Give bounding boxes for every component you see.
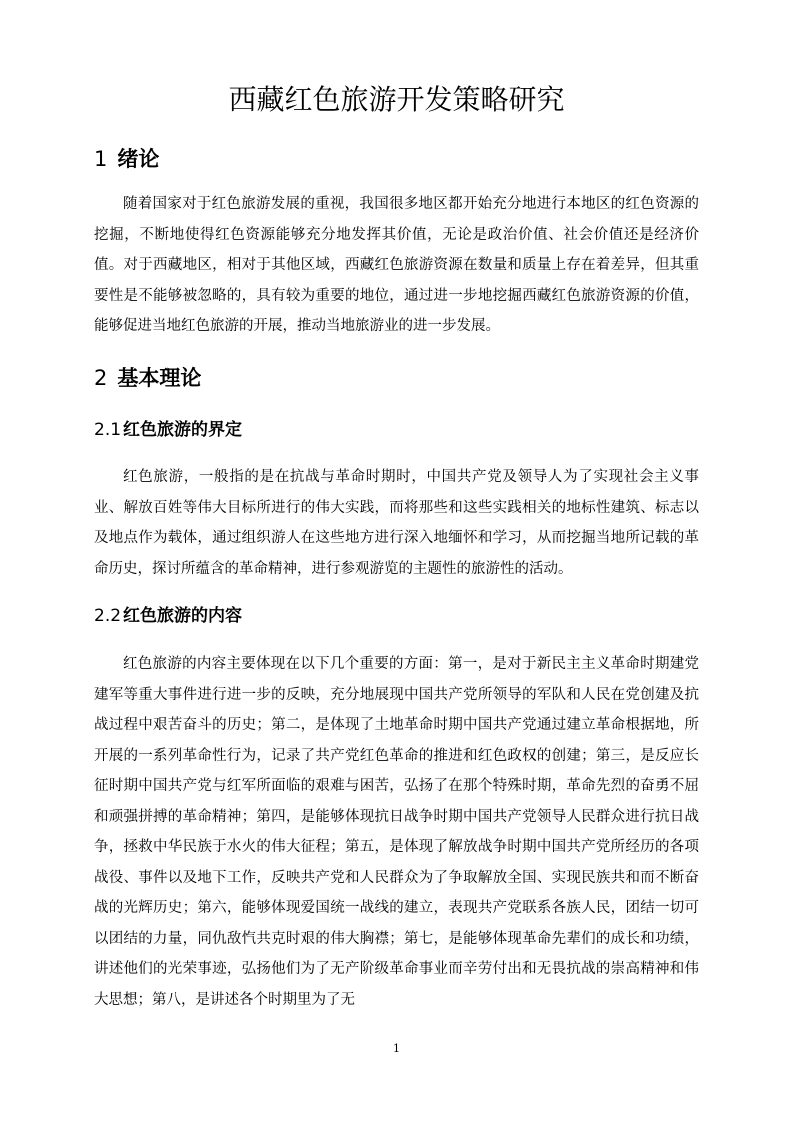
subsection-number: 2.1 — [94, 420, 122, 440]
section-title: 基本理论 — [117, 366, 202, 390]
section-title: 绪论 — [117, 147, 160, 171]
subsection-number: 2.2 — [94, 606, 122, 626]
section-heading-2 — [94, 363, 201, 393]
section-number: 2 — [94, 366, 108, 390]
subsection-title: 红色旅游的内容 — [123, 606, 243, 626]
subsection-2-2-paragraph: 红色旅游的内容主要体现在以下几个重要的方面：第一，是对于新民主主义革命时期建党建军等重大事件进行进一步的反映，充分地展现中国共产党所领导的军队和人民在党创建及抗战过程中艰苦奋斗的历史；第二，是体现了土地革命时期中国共产党通过建立革命根据地，所开展的一系列革命性行为，记录了共产党红色革命的推进和红色政权的创建；第三，是反应长征时期中国共产党与红军所面临的艰难与困苦，弘扬了在那个特殊时期，革命先烈的奋勇不屈和顽强拼搏的革命精神；第四，是能够体现抗日战争时期中国共产党领导人民群众进行抗日战争，拯救中华民族于水火的伟大征程；第五，是体现了解放战争时期中国共产党所经历的各项战役、事件以及地下工作，反映共产党和人民群众为了争取解放全国、实现民族共和而不断奋战的光辉历史；第六，能够体现爱国统一战线的建立，表现共产党联系各族人民，团结一切可以团结的力量，同仇敌忾共克时艰的伟大胸襟；第七，是能够体现革命先辈们的成长和功绩，讲述他们的光荣事迹，弘扬他们为了无产阶级革命事业而辛劳付出和无畏抗战的崇高精神和伟大思想；第八，是讲述各个时期里为了无 — [94, 656, 699, 1008]
section-number: 1 — [94, 147, 108, 171]
section-1-paragraph: 随着国家对于红色旅游发展的重视，我国很多地区都开始充分地进行本地区的红色资源的挖掘，不断地使得红色资源能够充分地发挥其价值，无论是政治价值、社会价值还是经济价值。对于西藏地区，相对于其他区域，西藏红色旅游资源在数量和质量上存在着差异，但其重要性是不能够被忽略的，具有较为重要的地位，通过进一步地挖掘西藏红色旅游资源的价值，能够促进当地红色旅游的开展，推动当地旅游业的进一步发展。 — [94, 196, 699, 334]
subsection-heading-2-1 — [94, 417, 242, 443]
subsection-title: 红色旅游的界定 — [123, 420, 243, 440]
subsection-heading-2-2 — [94, 603, 242, 629]
document-title: 西藏红色旅游开发策略研究 — [228, 83, 565, 116]
page-number: 1 — [393, 1042, 400, 1055]
section-heading-1 — [94, 144, 159, 174]
subsection-2-1-paragraph: 红色旅游，一般指的是在抗战与革命时期时，中国共产党及领导人为了实现社会主义事业、解放百姓等伟大目标所进行的伟大实践，而将那些和这些实践相关的地标性建筑、标志以及地点作为载体，通过组织游人在这些地方进行深入地缅怀和学习，从而挖掘当地所记载的革命历史，探讨所蕴含的革命精神，进行参观游览的主题性的旅游性的活动。 — [94, 469, 699, 577]
